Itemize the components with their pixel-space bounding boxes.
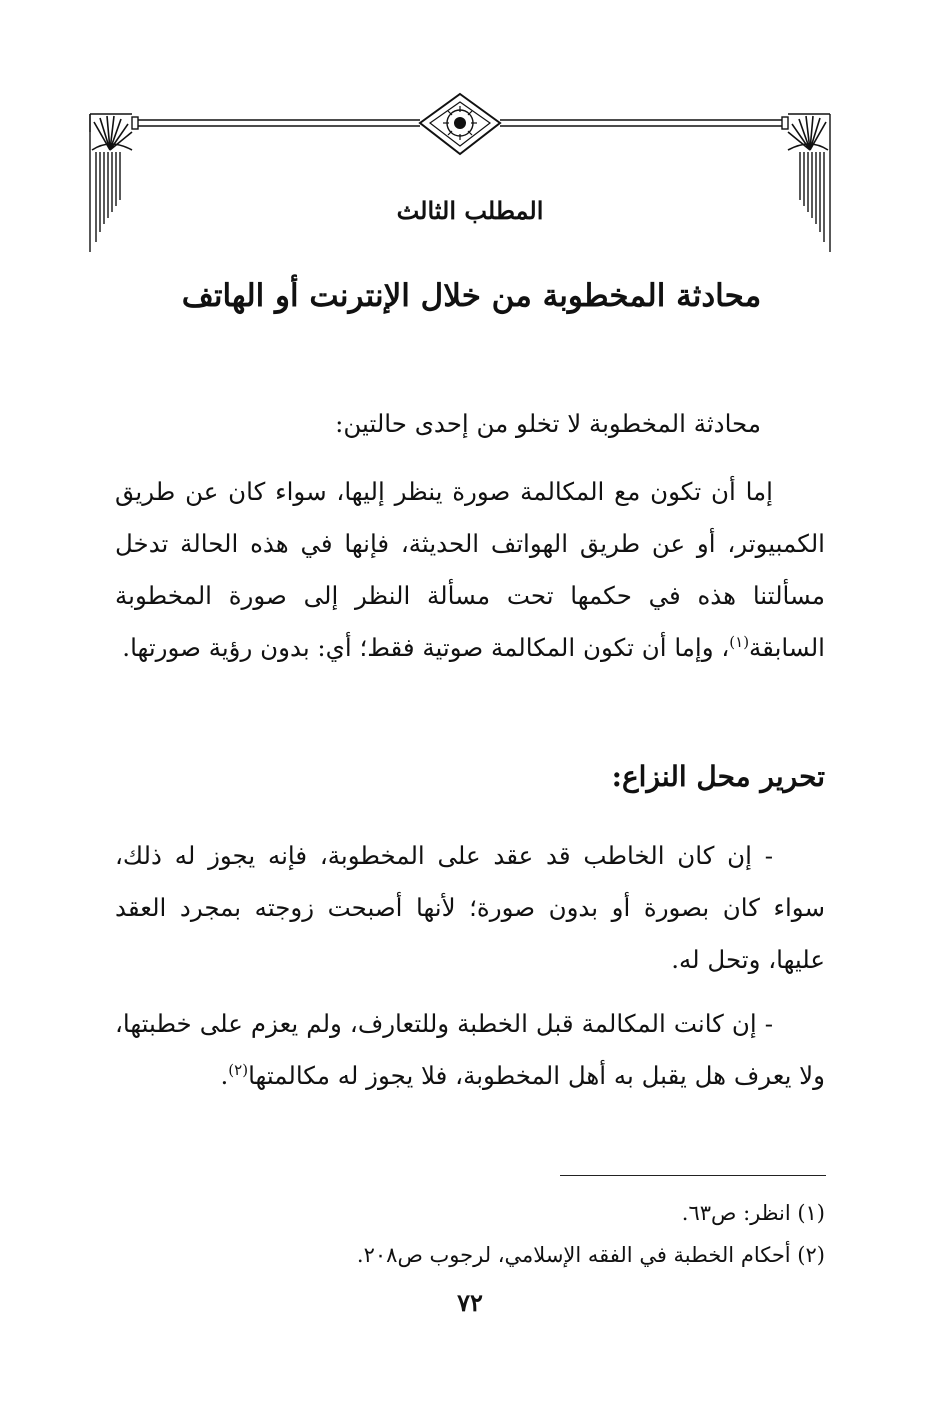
- ruling-item-2: [115, 998, 825, 1102]
- header-ornament: [80, 92, 840, 257]
- ruling-item-1: [115, 830, 825, 986]
- case1-text-start: إما أن تكون مع المكالمة صورة ينظر إليها، سواء كان عن طريق الكمبيوتر، أو عن طريق الهواتف الحديثة، فإنها في هذه الحالة تدخل مسألتنا هذه في حكمها تحت مسألة النظر إلى صورة المخطوبة السابقة: [115, 477, 825, 662]
- footnote-2: (٢) أحكام الخطبة في الفقه الإسلامي، لرجوب ص٢٠٨.: [356, 1243, 825, 1267]
- footnotes: [115, 1192, 825, 1276]
- case1-paragraph: [115, 466, 825, 674]
- dispute-heading: تحرير محل النزاع:: [611, 760, 825, 793]
- page-number: ٧٢: [457, 1288, 483, 1317]
- chapter-title: محادثة المخطوبة من خلال الإنترنت أو الهاتف: [181, 278, 762, 314]
- case1-text-end: ، وإما أن تكون المكالمة صوتية فقط؛ أي: بدون رؤية صورتها.: [122, 633, 730, 662]
- ruling-item-2-text-start: - إن كانت المكالمة قبل الخطبة وللتعارف، ولم يعزم على خطبتها، ولا يعرف هل يقبل به أهل المخطوبة، فلا يجوز له مكالمتها: [115, 1009, 825, 1090]
- ruling-item-1-text: - إن كان الخاطب قد عقد على المخطوبة، فإنه يجوز له ذلك، سواء كان بصورة أو بدون صورة؛ لأنها أصبحت زوجته بمجرد العقد عليها، وتحل له.: [115, 841, 825, 974]
- intro-text: محادثة المخطوبة لا تخلو من إحدى حالتين:: [335, 409, 761, 438]
- footnote-ref-2[interactable]: (٢): [228, 1060, 249, 1079]
- footnote-divider: [560, 1175, 826, 1176]
- intro-paragraph: [121, 398, 761, 450]
- section-label: المطلب الثالث: [396, 196, 544, 225]
- ruling-item-2-text-end: .: [220, 1061, 229, 1090]
- footnote-1: (١) انظر: ص٦٣.: [681, 1201, 825, 1225]
- footnote-ref-1[interactable]: (١): [729, 632, 750, 651]
